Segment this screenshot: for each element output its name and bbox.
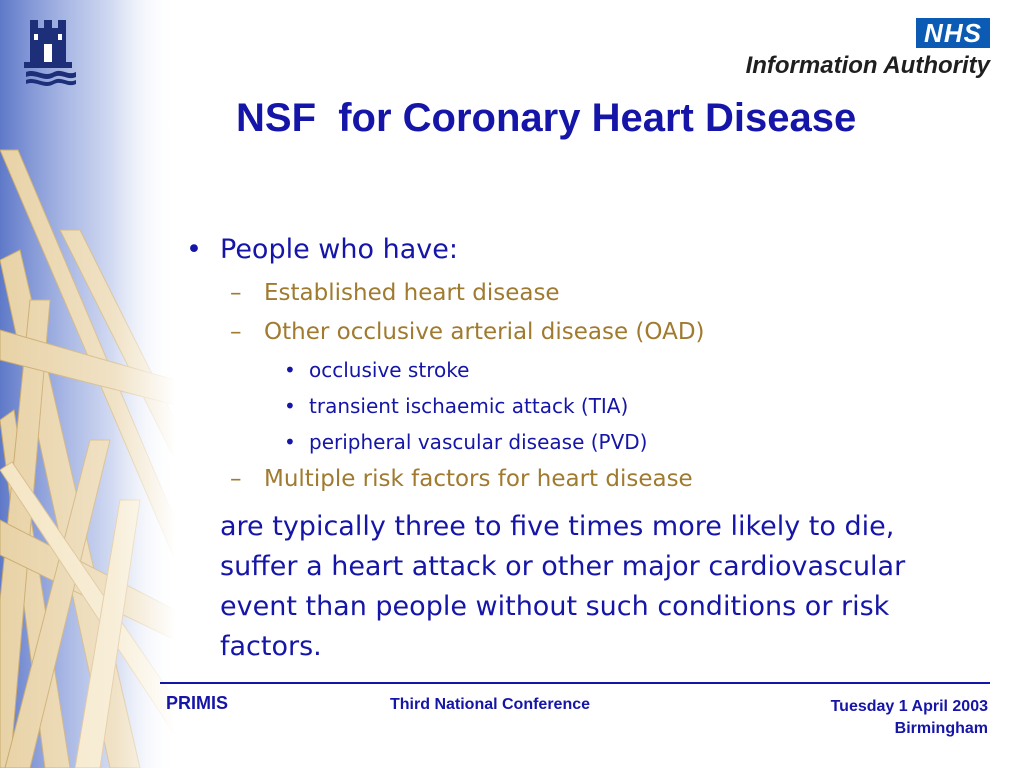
nested-bullet-item bbox=[186, 352, 986, 388]
footer-date: Tuesday 1 April 2003 bbox=[830, 698, 988, 715]
slide-body bbox=[186, 226, 986, 667]
nhs-badge: NHS bbox=[916, 18, 990, 48]
footer-divider bbox=[160, 682, 990, 684]
sub-bullet-text: Multiple risk factors for heart disease bbox=[264, 466, 693, 492]
sub-bullet-text: Established heart disease bbox=[264, 280, 560, 306]
footer-organisation: PRIMIS bbox=[166, 693, 229, 713]
decorative-side-panel bbox=[0, 0, 175, 768]
nhs-logo bbox=[700, 18, 990, 84]
nhs-subtitle: Information Authority bbox=[745, 52, 990, 79]
bullet-text: People who have: bbox=[220, 234, 458, 265]
body-paragraph: are typically three to five times more likely to die, suffer a heart attack or other major cardiovascular event than people without such conditions or risk factors. bbox=[220, 511, 906, 662]
bullet-dot-icon: • bbox=[284, 430, 296, 454]
nested-bullet-item bbox=[186, 424, 986, 460]
dash-icon: – bbox=[230, 466, 242, 492]
sub-bullet-item bbox=[186, 274, 986, 313]
bullet-dot-icon: • bbox=[284, 358, 296, 382]
nested-bullet-text: occlusive stroke bbox=[309, 358, 470, 382]
footer-event: Third National Conference bbox=[390, 696, 591, 713]
sub-bullet-text: Other occlusive arterial disease (OAD) bbox=[264, 319, 705, 345]
footer-date-location bbox=[831, 696, 988, 740]
nested-bullet-item bbox=[186, 388, 986, 424]
dash-icon: – bbox=[230, 280, 242, 306]
nested-bullet-text: peripheral vascular disease (PVD) bbox=[309, 430, 648, 454]
dash-icon: – bbox=[230, 319, 242, 345]
bullet-dot-icon: • bbox=[186, 234, 202, 265]
sub-bullet-item bbox=[186, 460, 986, 499]
nested-bullet-text: transient ischaemic attack (TIA) bbox=[309, 394, 629, 418]
sub-bullet-item bbox=[186, 313, 986, 352]
slide-title: NSF for Coronary Heart Disease bbox=[236, 96, 857, 140]
bullet-dot-icon: • bbox=[284, 394, 296, 418]
bullet-item bbox=[186, 226, 986, 274]
footer-location: Birmingham bbox=[894, 720, 988, 737]
university-crest-icon bbox=[20, 14, 82, 88]
